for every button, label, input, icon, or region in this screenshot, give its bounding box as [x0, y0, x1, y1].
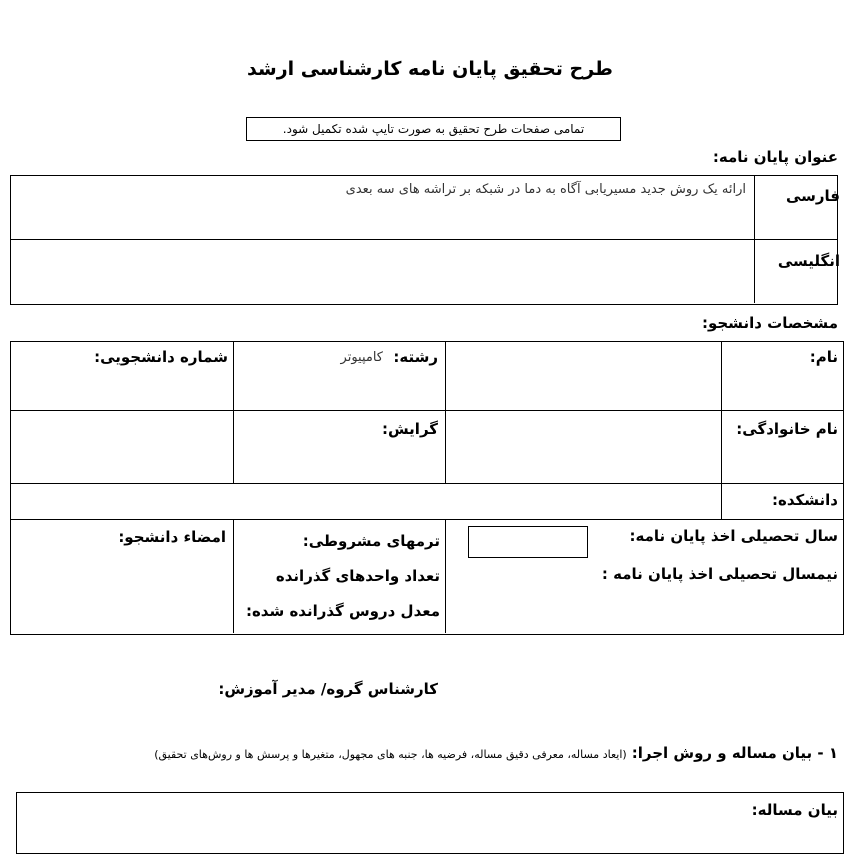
persian-label: فارسی	[785, 187, 840, 205]
section1-hint: (ایعاد مساله، معرفی دقیق مساله، فرضیه ها، جنبه های مجهول، متغیرها و پرسش ها و روش‌های تحقیق)	[154, 748, 627, 761]
student-number-label: شماره دانشجویی:	[94, 348, 228, 366]
field-value[interactable]: کامپیوتر	[340, 350, 383, 365]
persian-title-value[interactable]: ارائه یک روش جدید مسیریابی آگاه به دما در شبکه بر تراشه های سه بعدی	[345, 182, 746, 197]
page-title: طرح تحقیق پایان نامه کارشناسی ارشد	[247, 58, 613, 80]
gpa-label: معدل دروس گذرانده شده:	[245, 602, 440, 620]
problem-statement-box[interactable]	[16, 792, 844, 854]
units-passed-label: تعداد واحدهای گذرانده	[275, 567, 440, 585]
orientation-label: گرایش:	[381, 420, 438, 438]
student-table	[10, 341, 844, 635]
entry-year-input[interactable]	[468, 526, 588, 558]
entry-semester-label: نیمسال تحصیلی اخذ پایان نامه :	[601, 565, 838, 583]
thesis-title-heading: عنوان پایان نامه:	[712, 148, 838, 166]
entry-year-label: سال تحصیلی اخذ پایان نامه:	[629, 527, 838, 545]
student-signature-label: امضاء دانشجو:	[118, 528, 226, 546]
english-label: انگلیسی	[777, 252, 840, 270]
problem-statement-label: بیان مساله:	[751, 801, 838, 819]
field-label: رشته:	[393, 348, 438, 366]
name-label: نام:	[809, 348, 838, 366]
family-name-label: نام خانوادگی:	[736, 420, 838, 438]
conditional-terms-label: ترمهای مشروطی:	[302, 532, 440, 550]
student-heading: مشخصات دانشجو:	[701, 314, 838, 332]
section1-heading: ۱ - بیان مساله و روش اجرا:	[631, 744, 838, 762]
notice-box: تمامی صفحات طرح تحقیق به صورت تایپ شده تکمیل شود.	[246, 117, 621, 141]
section1-heading-row	[154, 743, 838, 762]
group-expert-label: کارشناس گروه/ مدیر آموزش:	[218, 680, 438, 698]
faculty-label: دانشکده:	[772, 491, 838, 509]
